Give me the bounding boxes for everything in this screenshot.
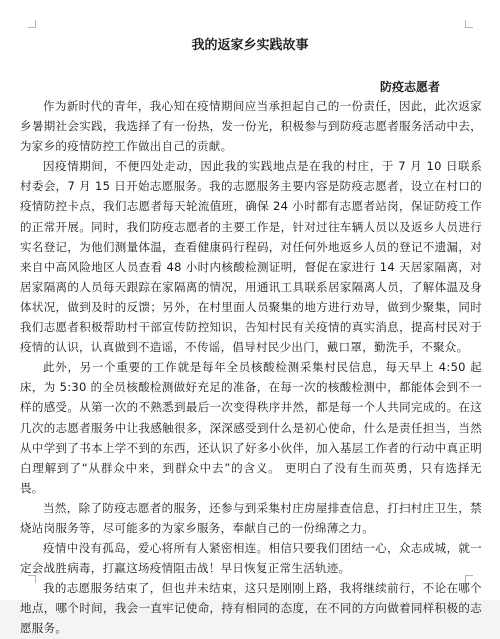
document-body xyxy=(20,96,482,639)
paragraph-other-services: 当然，除了防疫志愿者的服务，还参与到采集村庄房屋排查信息，打扫村庄卫生，禁烧站岗服务等，尽可能多的为家乡服务，奉献自己的一份绵薄之力。 xyxy=(20,500,482,535)
paragraph-unity: 疫情中没有孤岛，爱心将所有人紧密相连。相信只要我们团结一心，众志成城，就一定会战胜病毒，打赢这场疫情阻击战！早日恢复正常生活轨迹。 xyxy=(20,541,482,576)
paragraph-intro: 作为新时代的青年，我心知在疫情期间应当承担起自己的一份责任，因此，此次返家乡暑期社会实践，我选择了有一份热，发一份光，积极参与到防疫志愿者服务活动中去，为家乡的疫情防控工作做出自己的贡献。 xyxy=(20,99,482,154)
document-author: 防疫志愿者 xyxy=(379,80,440,94)
paragraph-service-duties: 因疫情期间，不便四处走动，因此我的实践地点是在我的村庄，于 7 月 10 日联系村委会，7 月 15 日开始志愿服务。我的志愿服务主要内容是防疫志愿者，设立在村口的疫情防控卡点，我们志愿者每天轮流值班，确保 24 小时都有志愿者站岗，保证防疫工作的正常开展。同时，我们防疫志愿者的主要工作是，针对过往车辆人员以及返乡人员进行实名登记，为他们测量体温，查看健康码行程码，对任何外地返乡人员的登记不遗漏，对来自中高风险地区人员查看 48 小时内核酸检测证明，督促在家进行 14 天居家隔离，对居家隔离的人员每天跟踪在家隔离的情况，用通讯工具联系居家隔离人员，了解体温及身体状况，做到及时的反馈；另外，在村里面人员聚集的地方进行劝导，做到少聚集，同时我们志愿者积极帮助村干部宣传防控知识，告知村民有关疫情的真实消息，提高村民对于疫情的认识，认真做到不造谣，不传谣，倡导村民少出门，戴口罩，勤洗手，不聚众。 xyxy=(20,159,482,355)
margin-marker-top-right xyxy=(465,20,473,28)
document-title: 我的返家乡实践故事 xyxy=(191,38,309,53)
paragraph-conclusion: 我的志愿服务结束了，但也并未结束，这只是刚刚上路，我将继续前行，不论在哪个地点，哪个时间，我会一直牢记使命，持有相同的态度，在不同的方向做着同样积极的志愿服务。 xyxy=(20,581,482,636)
margin-marker-top-left xyxy=(28,20,36,28)
paragraph-nucleic-testing: 此外，另一个重要的工作就是每年全员核酸检测采集村民信息，每天早上 4:50 起床，为 5:30 的全员核酸检测做好充足的准备，在每一次的核酸检测中，都能体会到不一样的感受。从第一次的不熟悉到最后一次变得秩序井然，都是每一个人共同完成的。在这几次的志愿者服务中让我感触很多，深深感受到什么是初心使命，什么是责任担当，当然从中学到了书本上学不到的东西，还认识了好多小伙伴，加入基层工作者的行动中真正明白理解到了“从群众中来，到群众中去”的含义。 更明白了没有生而英勇，只有选择无畏。 xyxy=(20,360,482,495)
